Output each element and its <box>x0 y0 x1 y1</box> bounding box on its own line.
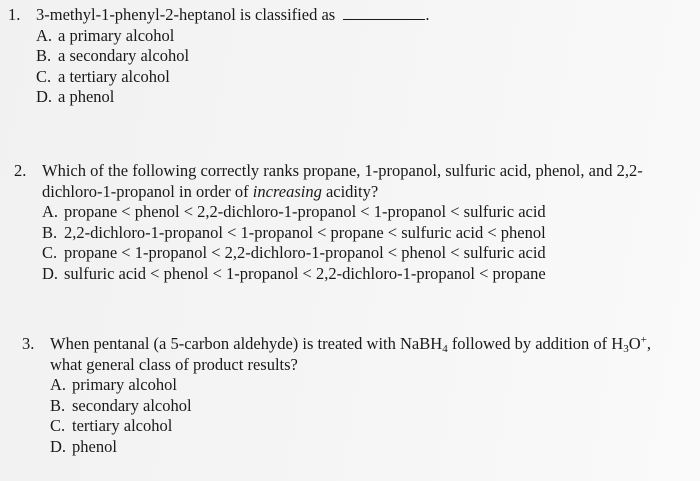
question-2-stem-line-2 <box>14 182 643 203</box>
question-3-stem-line-1 <box>22 334 651 355</box>
option-text: a secondary alcohol <box>58 46 190 65</box>
option-text: propane < phenol < 2,2-dichloro-1-propanol < 1-propanol < sulfuric acid <box>64 202 546 221</box>
option-d <box>36 87 429 108</box>
option-text: tertiary alcohol <box>72 416 173 435</box>
option-letter: A. <box>50 375 67 394</box>
question-1-options <box>8 26 429 108</box>
stem-text-end: , <box>646 334 651 353</box>
question-3-stem-line-2: what general class of product results? <box>50 354 298 374</box>
option-d <box>42 264 643 285</box>
option-letter: D. <box>50 436 67 456</box>
option-a <box>42 202 643 223</box>
question-number: 1. <box>8 5 21 24</box>
option-a <box>50 375 651 396</box>
question-2-stem-line-1 <box>14 161 643 182</box>
stem-end-punctuation: . <box>425 5 430 24</box>
option-b <box>42 223 643 244</box>
superscript-plus: + <box>640 334 647 346</box>
stem-text-post: acidity? <box>321 181 379 201</box>
option-letter: C. <box>36 66 52 86</box>
option-d <box>50 437 651 458</box>
option-letter: A. <box>42 202 59 221</box>
subscript-4: 4 <box>442 343 448 355</box>
question-number: 2. <box>14 161 27 180</box>
question-number: 3. <box>22 334 35 353</box>
stem-text-pre: When pentanal (a 5-carbon aldehyde) is treated with NaBH <box>50 334 443 353</box>
stem-text-oxygen: O <box>628 334 641 353</box>
option-text: phenol <box>72 436 117 456</box>
subscript-3: 3 <box>623 343 629 355</box>
question-stem-text: Which of the following correctly ranks propane, 1-propanol, sulfuric acid, phenol, and 2,2- <box>42 161 643 180</box>
option-b <box>50 396 651 417</box>
question-1-stem-line <box>8 5 429 26</box>
question-3 <box>22 334 651 457</box>
option-text: primary alcohol <box>72 375 177 394</box>
option-c <box>36 67 429 88</box>
stem-text-mid: followed by addition of H <box>447 334 624 353</box>
option-letter: D. <box>42 263 59 283</box>
option-text: secondary alcohol <box>72 395 192 415</box>
option-letter: B. <box>50 395 66 415</box>
question-stem-text: 3-methyl-1-phenyl-2-heptanol is classified as <box>36 5 336 24</box>
question-2-options <box>14 202 643 284</box>
option-text: 2,2-dichloro-1-propanol < 1-propanol < propane < sulfuric acid < phenol <box>64 222 546 242</box>
option-c <box>42 243 643 264</box>
option-text: propane < 1-propanol < 2,2-dichloro-1-propanol < phenol < sulfuric acid <box>64 243 546 262</box>
option-c <box>50 416 651 437</box>
option-letter: B. <box>36 46 52 65</box>
option-letter: C. <box>50 416 66 435</box>
option-letter: B. <box>42 222 58 242</box>
question-2 <box>14 161 643 284</box>
question-1 <box>8 5 429 108</box>
option-text: a primary alcohol <box>58 25 175 45</box>
stem-text-pre: dichloro-1-propanol in order of <box>42 181 253 201</box>
option-text: a phenol <box>58 87 115 106</box>
answer-blank <box>343 5 425 20</box>
option-text: a tertiary alcohol <box>58 66 170 86</box>
question-3-options <box>22 375 651 457</box>
option-text: sulfuric acid < phenol < 1-propanol < 2,2-dichloro-1-propanol < propane <box>64 263 546 283</box>
option-b <box>36 46 429 67</box>
stem-emphasis: increasing <box>252 181 322 201</box>
option-a <box>36 26 429 47</box>
option-letter: A. <box>36 25 53 45</box>
option-letter: D. <box>36 87 53 106</box>
option-letter: C. <box>42 243 58 262</box>
